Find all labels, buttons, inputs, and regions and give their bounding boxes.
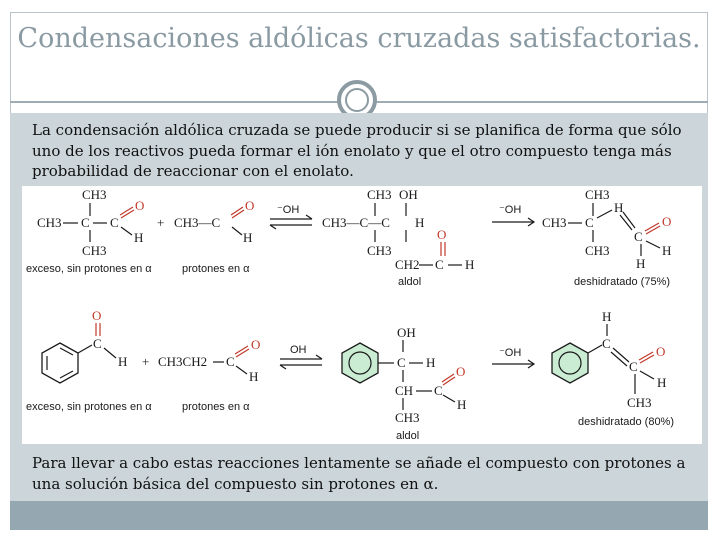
- svg-text:protones en α: protones en α: [182, 401, 250, 413]
- svg-text:H: H: [465, 257, 475, 272]
- row1-equilibrium-arrow: [270, 204, 312, 229]
- svg-text:⁻OH: ⁻OH: [277, 204, 300, 216]
- svg-text:C: C: [634, 229, 643, 244]
- svg-text:C: C: [435, 257, 444, 272]
- row1-dehydration-arrow: [492, 204, 534, 226]
- svg-text:deshidratado (75%): deshidratado (75%): [574, 276, 671, 288]
- svg-text:CH3: CH3: [367, 243, 392, 258]
- svg-text:CH3: CH3: [542, 215, 567, 230]
- svg-text:H: H: [662, 243, 672, 258]
- bond: [236, 349, 249, 357]
- svg-text:deshidratado (80%): deshidratado (80%): [578, 416, 675, 428]
- svg-text:C: C: [226, 354, 235, 369]
- svg-text:CH3—C—C: CH3—C—C: [322, 215, 390, 230]
- svg-text:C: C: [93, 336, 102, 351]
- bond: [231, 207, 243, 215]
- svg-text:CH3: CH3: [585, 187, 610, 202]
- svg-text:O: O: [92, 308, 102, 323]
- svg-text:OH: OH: [397, 325, 416, 340]
- bond: [236, 366, 247, 374]
- bond: [78, 345, 92, 353]
- svg-text:exceso, sin protones en α: exceso, sin protones en α: [26, 401, 152, 413]
- svg-text:CH3: CH3: [627, 395, 652, 410]
- svg-text:O: O: [437, 227, 447, 242]
- svg-text:O: O: [135, 198, 145, 213]
- svg-text:CH3: CH3: [367, 187, 392, 202]
- svg-text:H: H: [415, 215, 425, 230]
- bond: [588, 345, 602, 353]
- svg-text:H: H: [249, 369, 259, 384]
- bond: [443, 395, 455, 402]
- svg-text:H: H: [457, 397, 467, 412]
- svg-text:CH3: CH3: [395, 410, 420, 425]
- bond: [235, 346, 248, 354]
- plus-sign: +: [157, 215, 165, 230]
- bond: [121, 227, 132, 235]
- conclusion-paragraph: Para llevar a cabo estas reacciones lentamente se añade el compuesto con protones a una solución básica del compuesto sin protones en α.: [32, 454, 686, 493]
- bond: [640, 355, 654, 363]
- svg-text:CH2: CH2: [395, 257, 420, 272]
- svg-text:CH3: CH3: [585, 243, 610, 258]
- svg-text:CH3: CH3: [82, 243, 107, 258]
- svg-text:O: O: [662, 214, 672, 229]
- bond: [611, 352, 627, 366]
- svg-text:H: H: [426, 355, 436, 370]
- bond: [104, 348, 116, 358]
- svg-text:H: H: [657, 375, 667, 390]
- row2-dehydrated-product: [552, 309, 674, 428]
- svg-text:H: H: [602, 309, 612, 324]
- svg-text:C: C: [397, 355, 406, 370]
- row2-reactant1-benzaldehyde: [26, 308, 152, 413]
- svg-text:⁻OH: ⁻OH: [499, 347, 522, 359]
- row2-equilibrium-arrow: [280, 344, 322, 369]
- arrow-head: [306, 215, 312, 219]
- svg-text:H: H: [636, 256, 646, 271]
- svg-text:CH3CH2: CH3CH2: [158, 354, 208, 369]
- svg-text:CH3: CH3: [37, 215, 62, 230]
- arrow-head: [270, 225, 276, 229]
- svg-text:CH: CH: [395, 383, 414, 398]
- bond: [597, 210, 612, 218]
- bond: [646, 226, 660, 234]
- row1-reactant2: [174, 198, 254, 275]
- svg-text:C: C: [434, 383, 443, 398]
- svg-text:C: C: [602, 336, 611, 351]
- row2-dehydration-arrow: [492, 347, 534, 368]
- bond: [120, 207, 133, 215]
- arrow-head: [280, 365, 286, 369]
- svg-text:O: O: [456, 364, 466, 379]
- svg-text:O: O: [245, 198, 255, 213]
- svg-text:C: C: [629, 359, 638, 374]
- row2-reactant2: [158, 337, 260, 413]
- svg-text:⁻OH: ⁻OH: [499, 204, 522, 216]
- svg-text:H: H: [118, 354, 128, 369]
- svg-text:C: C: [110, 215, 119, 230]
- svg-text:O: O: [656, 344, 666, 359]
- svg-text:CH3—C: CH3—C: [174, 215, 221, 230]
- row2-aldol-product: [342, 325, 466, 442]
- bond: [640, 371, 654, 379]
- svg-text:H: H: [134, 230, 144, 245]
- bond: [232, 210, 244, 218]
- svg-text:exceso, sin protones en α: exceso, sin protones en α: [26, 263, 152, 275]
- bond: [232, 227, 242, 235]
- bond: [645, 223, 659, 231]
- benzene-ring: [552, 343, 588, 383]
- bond: [443, 377, 455, 385]
- row1-dehydrated-product: [542, 187, 671, 288]
- svg-text:H: H: [614, 200, 624, 215]
- bond: [639, 352, 653, 360]
- benzene-ring: [342, 343, 378, 383]
- row1-reactant1: [26, 187, 152, 275]
- svg-text:protones en α: protones en α: [182, 263, 250, 275]
- plus-sign: +: [142, 354, 150, 369]
- svg-text:aldol: aldol: [396, 430, 420, 442]
- svg-text:CH3: CH3: [82, 187, 107, 202]
- bond: [613, 348, 629, 362]
- intro-paragraph: La condensación aldólica cruzada se puede producir si se planifica de forma que sólo uno de los reactivos pueda formar el ión enolato y que el otro compuesto tenga más probabilidad de reaccionar con el enolato.: [32, 121, 682, 180]
- bond: [121, 210, 134, 218]
- footer-bar: [10, 501, 708, 530]
- svg-text:aldol: aldol: [398, 276, 422, 288]
- bond: [442, 374, 454, 382]
- reaction-scheme-figure: [22, 186, 702, 444]
- svg-text:O: O: [251, 337, 261, 352]
- svg-text:C: C: [585, 215, 594, 230]
- svg-text:OH: OH: [290, 344, 307, 356]
- slide-title: Condensaciones aldólicas cruzadas satisfactorias.: [17, 23, 701, 54]
- svg-text:C: C: [81, 215, 90, 230]
- svg-text:H: H: [243, 230, 253, 245]
- bond: [646, 241, 660, 248]
- svg-text:OH: OH: [399, 187, 418, 202]
- row1-aldol-product: [322, 187, 474, 288]
